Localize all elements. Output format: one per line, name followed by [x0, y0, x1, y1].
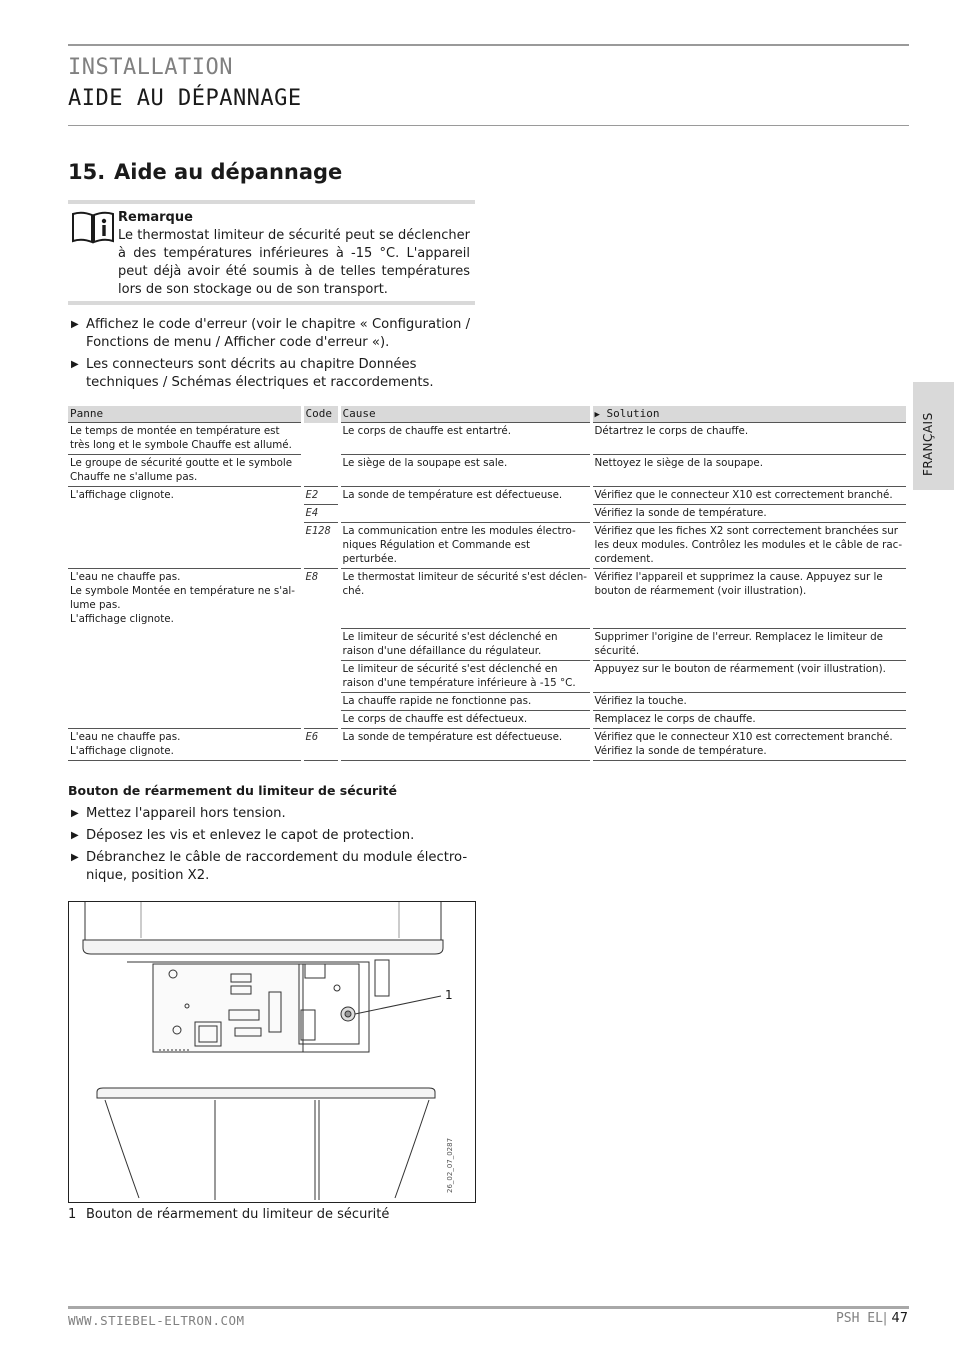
reset-step: ▶ Déposez les vis et enlevez le capot de protection.	[71, 828, 415, 843]
panne-cell: L'affichage clignote.	[68, 487, 302, 569]
solution-cell: Vérifiez que les fiches X2 sont correctement branchées sur les deux modules. Contrôlez les modules et le câble de rac-cordement.	[591, 523, 907, 569]
solution-cell: Supprimer l'origine de l'erreur. Remplacez le limiteur de sécurité.	[591, 629, 907, 661]
code-cell: E8	[302, 569, 339, 729]
reset-steps	[68, 805, 478, 889]
cause-cell: Le siège de la soupape est sale.	[339, 455, 591, 487]
column-header-cause: Cause	[339, 406, 591, 423]
footer-url: WWW.STIEBEL-ELTRON.COM	[68, 1313, 245, 1328]
caption-number: 1	[68, 1207, 77, 1222]
figure-code: 26_02_07_0287	[446, 1137, 454, 1193]
section-number: 15.	[68, 160, 106, 184]
panne-cell: Le temps de montée en température est très long et le symbole Chauffe est allumé.	[68, 423, 302, 455]
footer-rule	[68, 1306, 909, 1309]
bullet-triangle-icon: ▶	[71, 830, 79, 841]
table-row	[68, 423, 907, 455]
footer-product: PSH EL	[835, 1311, 883, 1326]
cause-cell: Le corps de chauffe est défectueux.	[339, 711, 591, 729]
solution-cell: Remplacez le corps de chauffe.	[591, 711, 907, 729]
note-bottom-bar	[68, 301, 475, 305]
cause-cell: La sonde de température est défectueuse.	[339, 487, 591, 523]
info-book-icon	[70, 210, 116, 244]
code-cell: E2	[302, 487, 339, 505]
header-bottom-rule	[68, 125, 909, 126]
bullet-triangle-icon: ▶	[71, 808, 79, 819]
table-row	[68, 455, 907, 487]
instruction-item: ▶ Les connecteurs sont décrits au chapitre Données techniques / Schémas électriques et raccordements.	[71, 357, 434, 390]
code-cell: E6	[302, 729, 339, 761]
column-header-panne: Panne	[68, 406, 302, 423]
figure-caption	[68, 1207, 389, 1222]
solution-cell: Appuyez sur le bouton de réarmement (voir illustration).	[591, 661, 907, 693]
note-text: Le thermostat limiteur de sécurité peut se déclencher à des températures inférieures à -15 °C. L'appareil peut déjà avoir été soumis à de telles températures lors de son stockage ou de son transport.	[118, 228, 470, 297]
bullet-triangle-icon: ▶	[71, 359, 79, 370]
cause-cell: La sonde de température est défectueuse.	[339, 729, 591, 761]
column-header-code: Code	[302, 406, 339, 423]
code-cell	[302, 455, 339, 487]
code-cell	[302, 423, 339, 455]
bullet-triangle-icon: ▶	[71, 319, 79, 330]
solution-cell: Détartrez le corps de chauffe.	[591, 423, 907, 455]
solution-cell: Vérifiez que le connecteur X10 est correctement branché.	[591, 487, 907, 505]
cause-cell: La communication entre les modules électro-niques Régulation et Commande est perturbée.	[339, 523, 591, 569]
table-row	[68, 729, 907, 761]
panne-cell: Le groupe de sécurité goutte et le symbole Chauffe ne s'allume pas.	[68, 455, 302, 487]
reset-step: ▶ Débranchez le câble de raccordement du module électro-nique, position X2.	[71, 850, 468, 883]
instruction-item: ▶ Affichez le code d'erreur (voir le chapitre « Configuration / Fonctions de menu / Afficher code d'erreur «).	[71, 317, 471, 350]
page-title: AIDE AU DÉPANNAGE	[68, 86, 302, 111]
cause-cell: Le corps de chauffe est entartré.	[339, 423, 591, 455]
code-cell: E4	[302, 505, 339, 523]
callout-number: 1	[445, 988, 453, 1002]
reset-step: ▶ Mettez l'appareil hors tension.	[71, 806, 286, 821]
page-number: 47	[891, 1311, 908, 1326]
table-header-row	[68, 406, 907, 423]
reset-button-figure	[68, 901, 476, 1203]
footer-page-info	[836, 1311, 908, 1326]
cause-cell: Le limiteur de sécurité s'est déclenché en raison d'une température inférieure à -15 °C.	[339, 661, 591, 693]
solution-cell: Vérifiez l'appareil et supprimez la cause. Appuyez sur le bouton de réarmement (voir illustration).	[591, 569, 907, 629]
solution-cell: Vérifiez la touche.	[591, 693, 907, 711]
bullet-triangle-icon: ▶	[71, 852, 79, 863]
section-title: Aide au dépannage	[114, 160, 343, 184]
cause-cell: La chauffe rapide ne fonctionne pas.	[339, 693, 591, 711]
solution-cell: Vérifiez la sonde de température.	[591, 505, 907, 523]
table-row	[68, 487, 907, 505]
cause-cell: Le limiteur de sécurité s'est déclenché en raison d'une défaillance du régulateur.	[339, 629, 591, 661]
footer-separator: |	[882, 1311, 888, 1326]
header-top-rule	[68, 44, 909, 46]
solution-cell: Vérifiez que le connecteur X10 est correctement branché. Vérifiez la sonde de température.	[591, 729, 907, 761]
solution-triangle-icon: ▶	[594, 409, 600, 420]
language-tab-label: FRANÇAIS	[921, 412, 935, 476]
code-cell: E128	[302, 523, 339, 569]
panne-cell: L'eau ne chauffe pas. L'affichage clignote.	[68, 729, 302, 761]
column-header-solution: ▶ Solution	[591, 406, 907, 423]
instruction-list	[68, 316, 478, 396]
note-top-bar	[68, 200, 475, 204]
reset-heading: Bouton de réarmement du limiteur de sécurité	[68, 783, 397, 798]
table-row	[68, 569, 907, 629]
language-tab	[913, 382, 954, 490]
chapter-label: INSTALLATION	[68, 55, 233, 80]
cause-cell: Le thermostat limiteur de sécurité s'est déclen-ché.	[339, 569, 591, 629]
note-heading: Remarque	[118, 210, 193, 225]
section-heading	[68, 160, 342, 184]
solution-cell: Nettoyez le siège de la soupape.	[591, 455, 907, 487]
device-illustration	[69, 902, 475, 1202]
panne-cell: L'eau ne chauffe pas. Le symbole Montée en température ne s'al-lume pas. L'affichage clignote.	[68, 569, 302, 729]
caption-text: Bouton de réarmement du limiteur de sécurité	[86, 1207, 390, 1222]
troubleshooting-table	[68, 406, 909, 761]
